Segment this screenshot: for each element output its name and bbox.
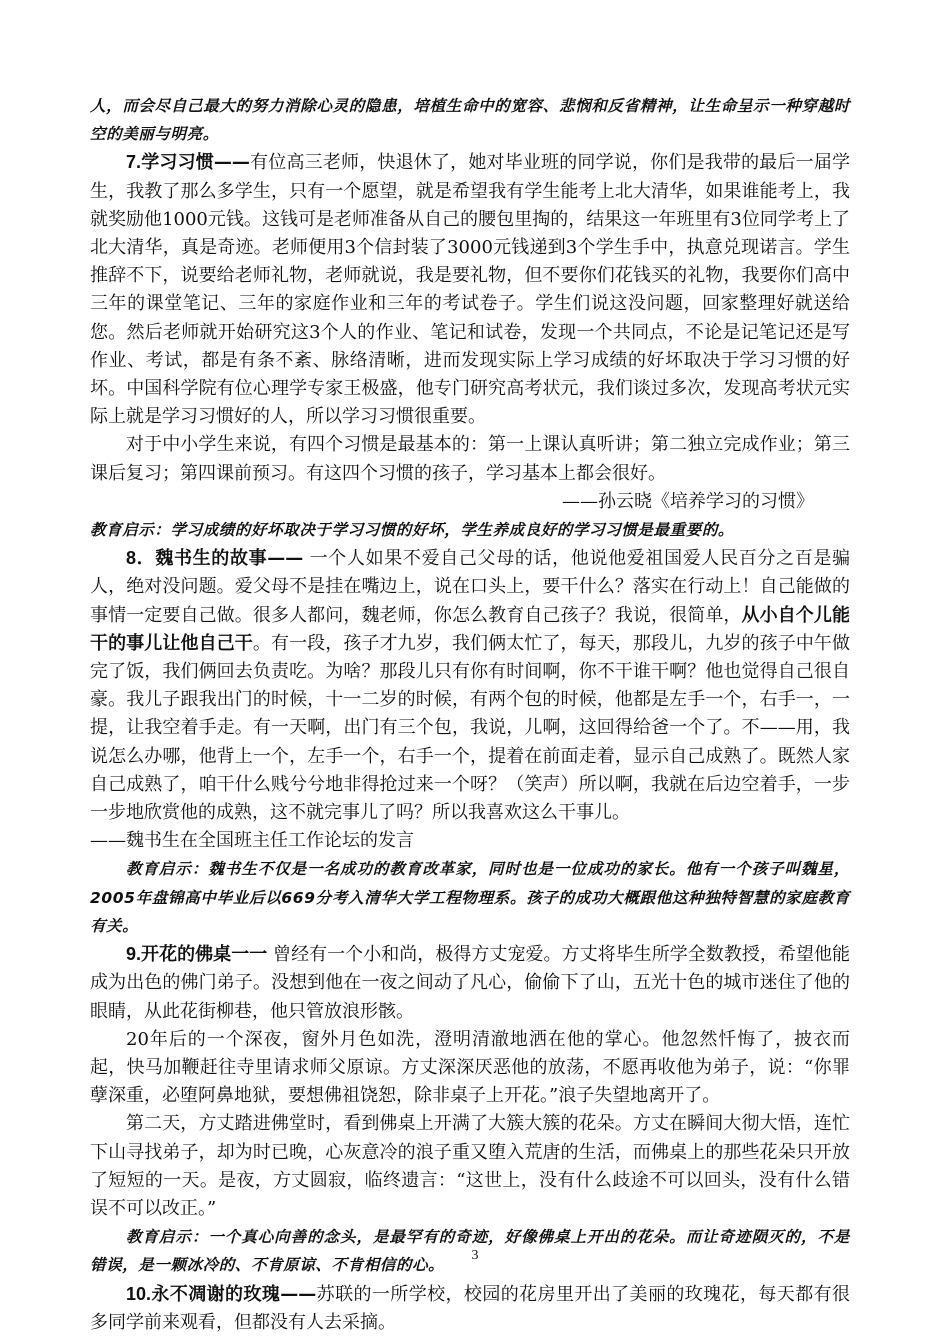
section-10	[90, 1280, 850, 1337]
section-7-number: 7.	[126, 152, 142, 173]
section-7-note-text: 学习成绩的好坏取决于学习习惯的好坏，学生养成良好的学习习惯是最重要的。	[170, 521, 735, 540]
intro-note: 人，而会尽自己最大的努力消除心灵的隐患，培植生命中的宽容、悲悯和反省精神，让生命呈示一种穿越时空的美丽与明亮。	[90, 97, 850, 144]
section-7-note	[90, 516, 850, 544]
section-8-body-a: 一个人如果不爱自己父母的话，他说他爱祖国爱人民百分之百是骗人，绝对没问题。爱父母不是挂在嘴边上，说在口头上，要干什么？落实在行动上！自己能做的事情一定要自己做。很多人都问，魏老师，你怎么教育自己孩子？我说，很简单，	[90, 548, 851, 626]
page-number: 3	[471, 1248, 479, 1263]
section-7-note-label: 教育启示：	[90, 521, 171, 540]
section-9-number: 9.	[126, 944, 142, 965]
section-7-source: ——孙云晓《培养学习的习惯》	[562, 490, 814, 512]
section-9-note-label: 教育启示：	[126, 1228, 209, 1247]
section-9-body: 曾经有一个小和尚，极得方丈宠爱。方丈将毕生所学全数教授，希望他能成为出色的佛门弟子。没想到他在一夜之间动了凡心，偷偷下了山，五光十色的城市迷住了他的眼睛，从此花街柳巷，他只管放浪形骸。	[90, 944, 851, 1022]
section-9-body2: 20年后的一个深夜，窗外月色如洗，澄明清澈地洒在他的掌心。他忽然忏悔了，披衣而起，快马加鞭赶往寺里请求师父原谅。方丈深深厌恶他的放荡，不愿再收他为弟子，说：“你罪孽深重，必堕阿鼻地狱，要想佛祖饶恕，除非桌子上开花。”浪子失望地离开了。	[90, 1028, 850, 1107]
section-9-body3: 第二天，方丈踏进佛堂时，看到佛桌上开满了大簇大簇的花朵。方丈在瞬间大彻大悟，连忙下山寻找弟子，却为时已晚，心灰意冷的浪子重又堕入荒唐的生活，而佛桌上的那些花朵只开放了短短的一天。是夜，方丈圆寂，临终遗言：“这世上，没有什么歧途不可以回头，没有什么错误不可以改正。”	[90, 1113, 850, 1219]
section-7-title: 学习习惯——	[141, 152, 250, 174]
section-10-number: 10.	[126, 1283, 152, 1304]
section-8-note-text: 魏书生不仅是一名成功的教育改革家，同时也是一位成功的家长。他有一个孩子叫魏星，2005年盘锦高中毕业后以669分考入清华大学工程物理系。孩子的成功大概跟他这种独特智慧的家庭教育有关。	[90, 860, 850, 935]
section-10-title: 永不凋谢的玫瑰——	[151, 1283, 317, 1305]
section-9-note-text: 一个真心向善的念头，是最罕有的奇迹，好像佛桌上开出的花朵。而让奇迹陨灭的，不是错误，是一颗冰冷的、不肯原谅、不肯相信的心。	[90, 1228, 850, 1275]
section-9	[90, 940, 850, 1026]
section-8	[90, 544, 850, 827]
section-10-body: 苏联的一所学校，校园的花房里开出了美丽的玫瑰花，每天都有很多同学前来观看，但都没有人去采摘。	[90, 1283, 851, 1333]
section-8-title: 魏书生的故事——	[155, 548, 304, 570]
section-7-body2: 对于中小学生来说，有四个习惯是最基本的：第一上课认真听讲；第二独立完成作业；第三课后复习；第四课前预习。有这四个习惯的孩子，学习基本上都会很好。	[90, 434, 850, 484]
section-8-number: 8．	[126, 548, 156, 569]
document-page	[90, 92, 850, 1337]
section-8-note	[90, 855, 850, 940]
section-8-source: ——魏书生在全国班主任工作论坛的发言	[90, 830, 414, 852]
section-8-body-bold: 从小自个儿能干的事儿让他自己干	[90, 604, 851, 654]
section-9-title: 开花的佛桌一一	[141, 944, 268, 966]
section-7	[90, 148, 850, 431]
section-7-body: 有位高三老师，快退休了，她对毕业班的同学说，你们是我带的最后一届学生，我教了那么多学生，只有一个愿望，就是希望我有学生能考上北大清华，如果谁能考上，我就奖励他1000元钱。这钱可是老师准备从自己的腰包里掏的，结果这一年班里有3位同学考上了北大清华，真是奇迹。老师便用3个信封装了3000元钱递到3个学生手中，执意兑现诺言。学生推辞不下，说要给老师礼物，老师就说，我是要礼物，但不要你们花钱买的礼物，我要你们高中三年的课堂笔记、三年的家庭作业和三年的考试卷子。学生们说这没问题，回家整理好就送给您。然后老师就开始研究这3个人的作业、笔记和试卷，发现一个共同点，不论是记笔记还是写作业、考试，都是有条不紊、脉络清晰，进而发现实际上学习成绩的好坏取决于学习习惯的好坏。中国科学院有位心理学专家王极盛，他专门研究高考状元，我们谈过多次，发现高考状元实际上就是学习习惯好的人，所以学习习惯很重要。	[90, 152, 850, 428]
section-8-note-label: 教育启示：	[126, 860, 209, 879]
section-8-body-b: 。有一段，孩子才九岁，我们俩太忙了，每天，那段儿，九岁的孩子中午做完了饭，我们俩回去负责吃。为啥？那段儿只有你有时间啊，你不干谁干啊？他也觉得自己很自豪。我儿子跟我出门的时候，十一二岁的时候，有两个包的时候，他都是左手一个，右手一，一提，让我空着手走。有一天啊，出门有三个包，我说，儿啊，这回得给爸一个了。不——用，我说怎么办哪，他背上一个，左手一个，右手一个，提着在前面走着，显示自己成熟了。既然人家自己成熟了，咱干什么贱兮兮地非得抢过来一个呀？（笑声）所以啊，我就在后边空着手，一步一步地欣赏他的成熟，这不就完事儿了吗？所以我喜欢这么干事儿。	[90, 632, 851, 824]
